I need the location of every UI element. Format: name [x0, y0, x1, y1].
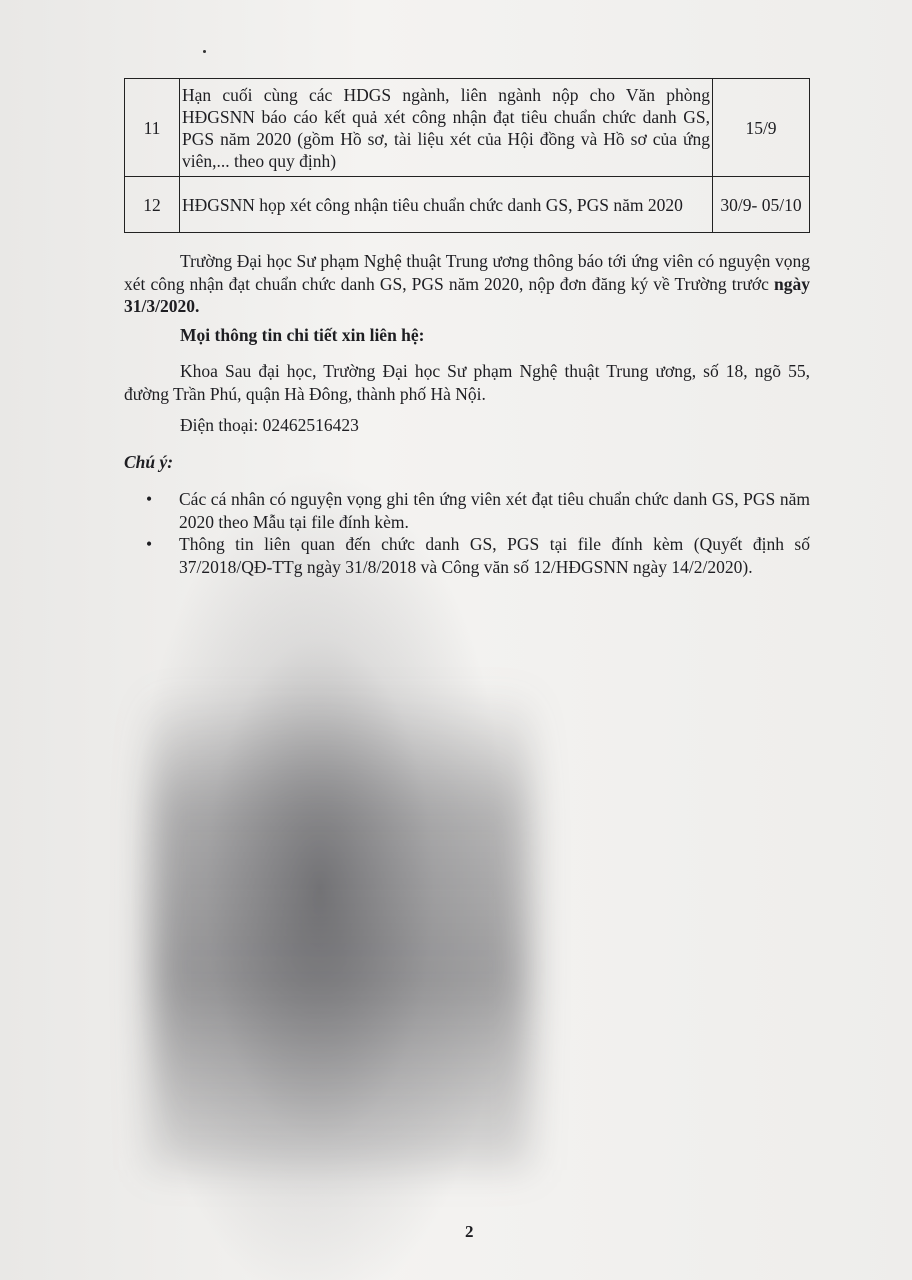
bullet-icon: •	[146, 534, 153, 554]
page-number: 2	[465, 1222, 474, 1241]
row-number: 11	[125, 79, 180, 177]
row-description: Hạn cuối cùng các HDGS ngành, liên ngành nộp cho Văn phòng HĐGSNN báo cáo kết quả xét công nhận đạt tiêu chuẩn chức danh GS, PGS năm 2020 (gồm Hồ sơ, tài liệu xét của Hội đồng và Hồ sơ của ứng viên,... theo quy định)	[180, 79, 713, 177]
stray-mark	[203, 50, 206, 53]
deadline-text: ngày 31/3/2020.	[124, 273, 810, 316]
row-date: 15/9	[713, 79, 810, 177]
note-text: Các cá nhân có nguyện vọng ghi tên ứng viên xét đạt tiêu chuẩn chức danh GS, PGS năm 2020 theo Mẫu tại file đính kèm.	[179, 489, 810, 532]
schedule-table	[124, 78, 810, 233]
table-row	[125, 177, 810, 233]
photo-shadow	[150, 690, 530, 1170]
row-number: 12	[125, 177, 180, 233]
table-row	[125, 79, 810, 177]
list-item	[124, 533, 810, 578]
contact-heading: Mọi thông tin chi tiết xin liên hệ:	[180, 325, 425, 345]
list-item	[124, 488, 810, 533]
contact-phone: Điện thoại: 02462516423	[180, 415, 359, 435]
notes-title: Chú ý:	[124, 452, 174, 472]
contact-address: Khoa Sau đại học, Trường Đại học Sư phạm Nghệ thuật Trung ương, số 18, ngõ 55, đường Trần Phú, quận Hà Đông, thành phố Hà Nội.	[124, 361, 810, 404]
row-description: HĐGSNN họp xét công nhận tiêu chuẩn chức danh GS, PGS năm 2020	[180, 177, 713, 233]
row-date: 30/9- 05/10	[713, 177, 810, 233]
bullet-icon: •	[146, 489, 153, 509]
note-text: Thông tin liên quan đến chức danh GS, PGS tại file đính kèm (Quyết định số 37/2018/QĐ-TTg ngày 31/8/2018 và Công văn số 12/HĐGSNN ngày 14/2/2020).	[179, 534, 810, 577]
announcement-text: Trường Đại học Sư phạm Nghệ thuật Trung ương thông báo tới ứng viên có nguyện vọng xét công nhận đạt chuẩn chức danh GS, PGS năm 2020, nộp đơn đăng ký về Trường trước	[124, 251, 810, 294]
notes-list	[124, 488, 810, 578]
announcement-paragraph	[124, 250, 810, 318]
